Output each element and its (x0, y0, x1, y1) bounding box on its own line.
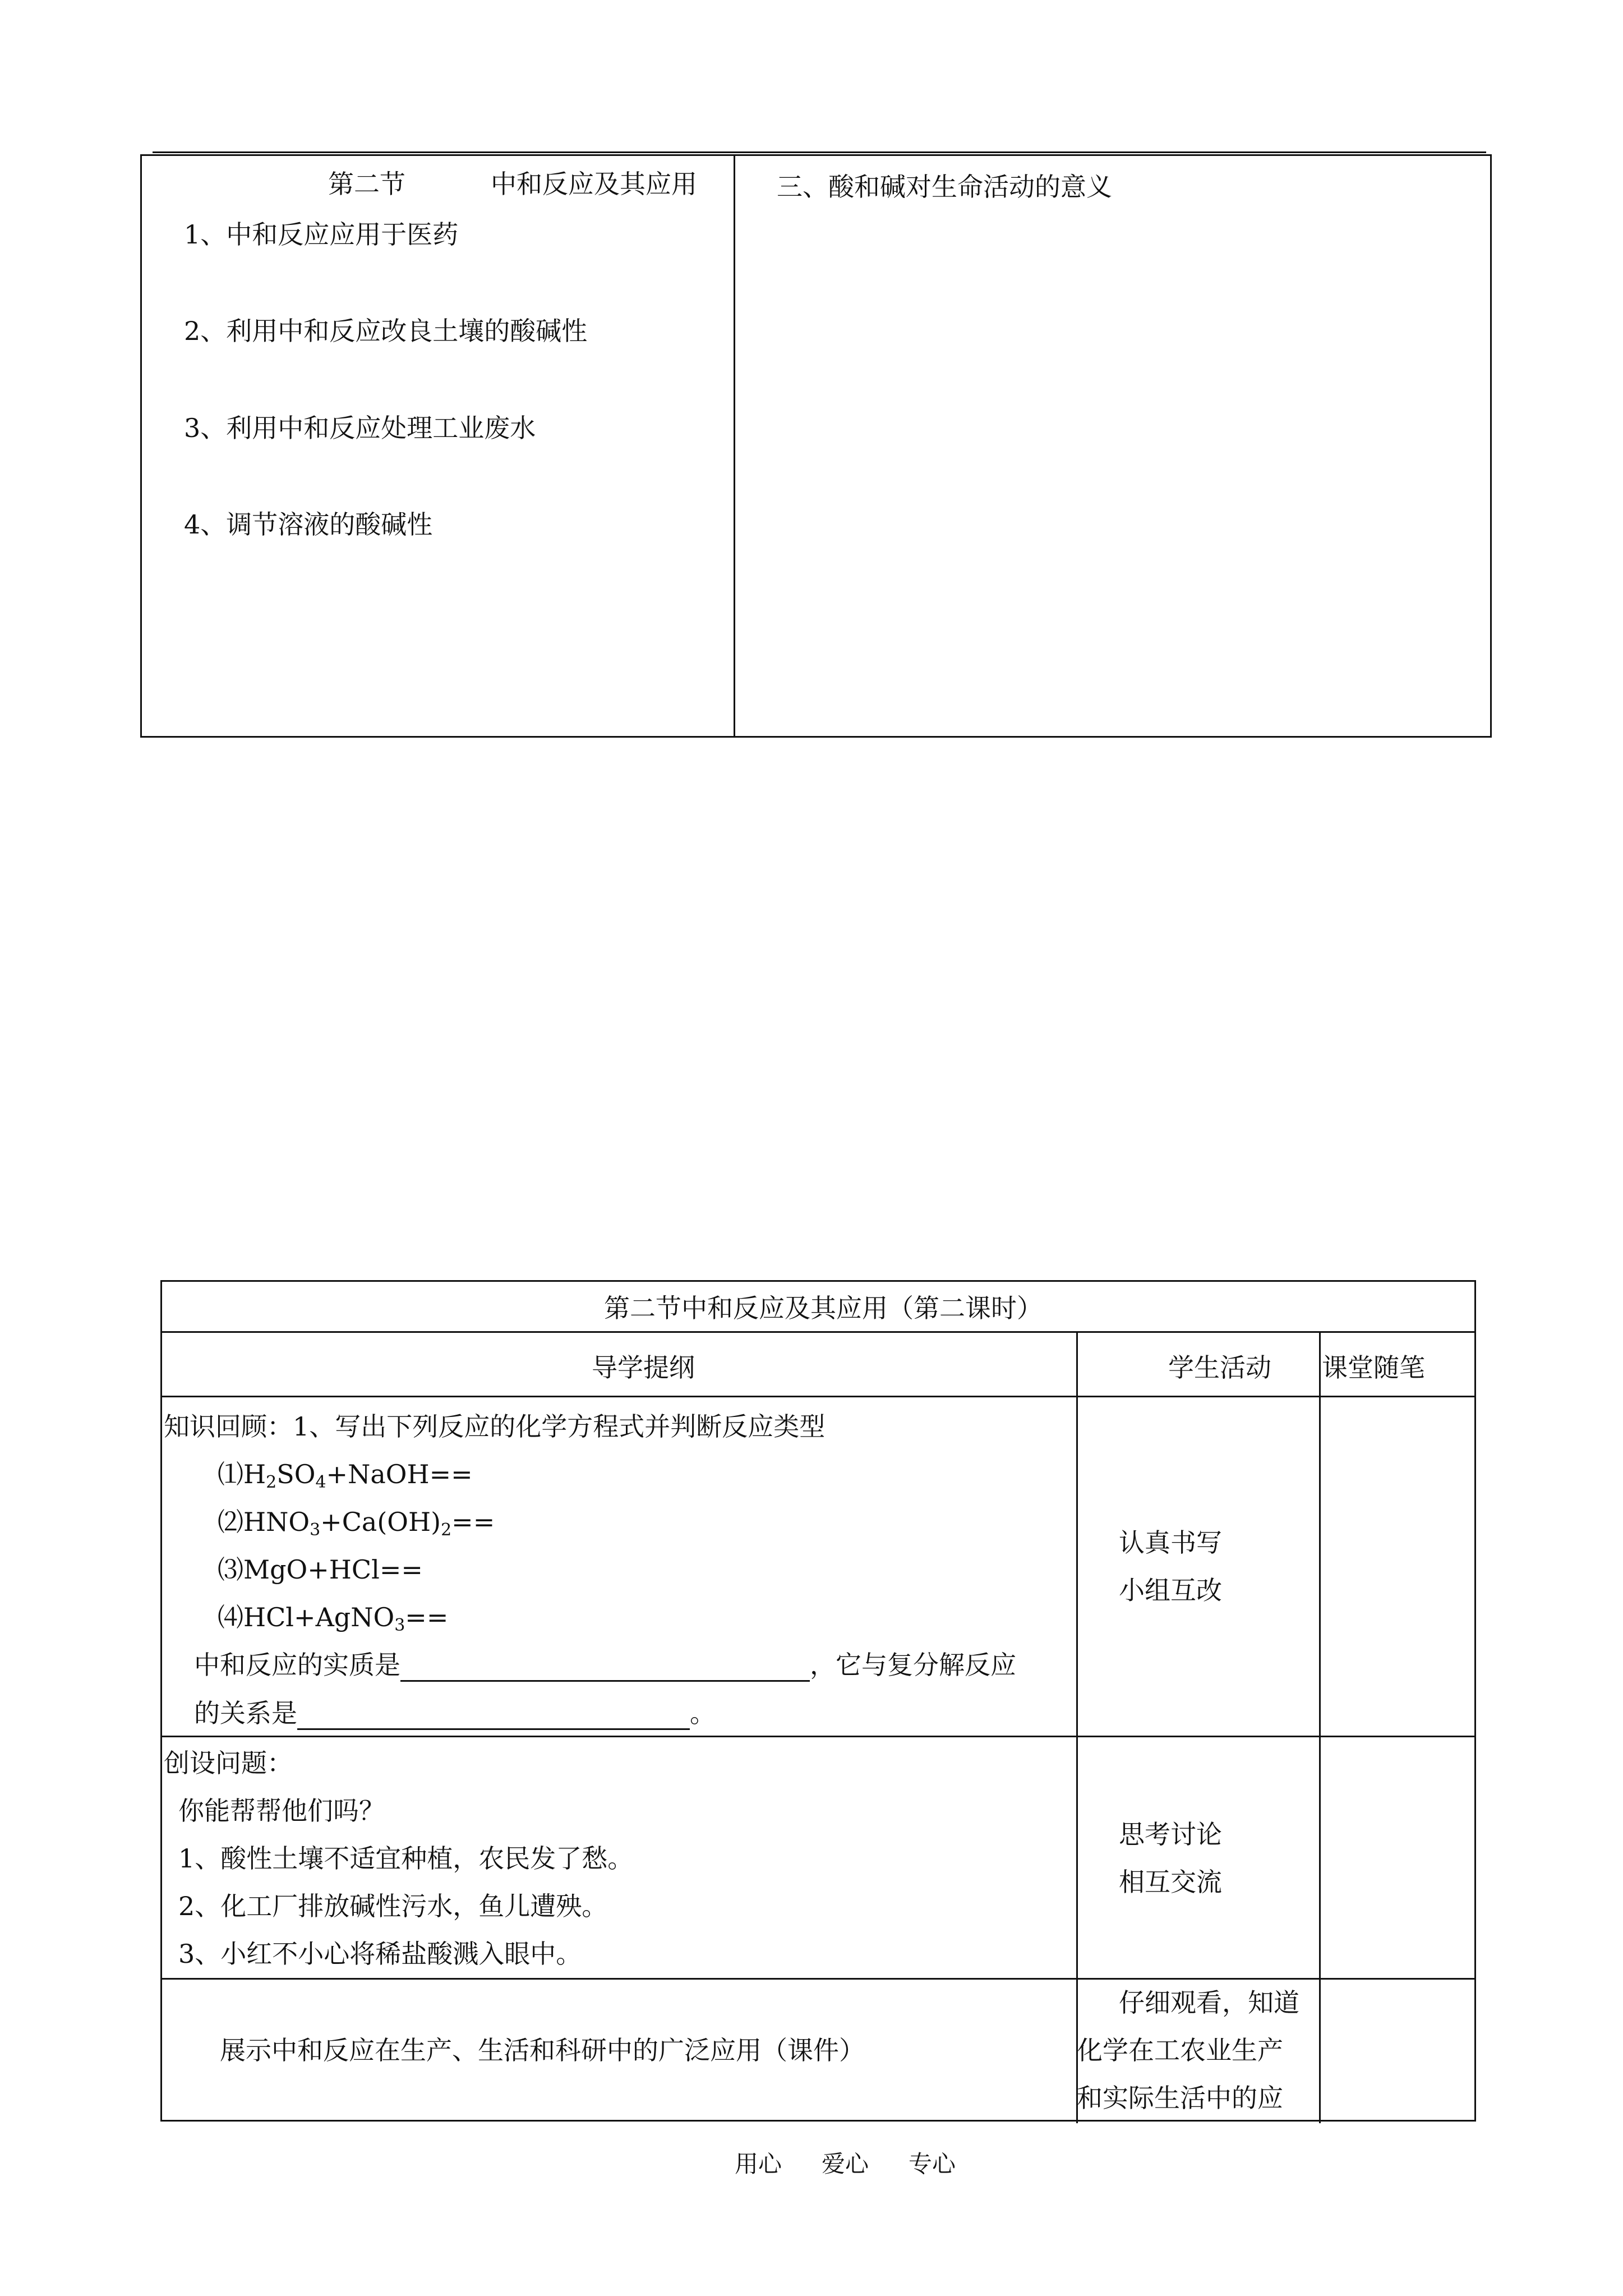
application-showcase: 展示中和反应在生产、生活和科研中的广泛应用（课件） (220, 2035, 865, 2065)
scenario-item-2: 2、化工厂排放碱性污水，鱼儿遭殃。 (178, 1891, 608, 1921)
essence-question: 中和反应的实质是 ，它与复分解反应 (194, 1648, 1016, 1682)
relation-question: 的关系是 。 (194, 1696, 716, 1730)
activity-observe-line-1: 仔细观看，知道 (1119, 1987, 1299, 2018)
scenario-item-1: 1、酸性土壤不适宜种植，农民发了愁。 (178, 1843, 634, 1874)
outline-item-2: 2、利用中和反应改良土壤的酸碱性 (184, 316, 588, 346)
section-title-part2: 中和反应及其应用 (491, 169, 697, 199)
row-line (162, 1331, 1474, 1333)
footer-motto-2: 爱心 (822, 2150, 869, 2178)
column-divider (734, 156, 735, 736)
activity-exchange: 相互交流 (1119, 1867, 1222, 1897)
top-rule (153, 151, 1486, 153)
answer-blank[interactable] (400, 1655, 810, 1682)
outline-item-3: 3、利用中和反应处理工业废水 (184, 413, 536, 443)
footer-motto-3: 专心 (909, 2150, 956, 2178)
col-line (1076, 1331, 1078, 2123)
header-outline: 导学提纲 (592, 1352, 695, 1383)
header-activity: 学生活动 (1168, 1352, 1271, 1383)
activity-discuss: 思考讨论 (1119, 1819, 1222, 1849)
outline-item-4: 4、调节溶液的酸碱性 (184, 509, 433, 540)
activity-observe-line-2: 化学在工农业生产 (1077, 2035, 1283, 2065)
equation-3: ⑶MgO+HCl== (218, 1554, 423, 1585)
scenario-heading: 创设问题： (164, 1748, 293, 1778)
answer-blank[interactable] (297, 1704, 690, 1730)
row-line (162, 1736, 1474, 1737)
row-line (162, 1978, 1474, 1980)
activity-peer-correct: 小组互改 (1119, 1575, 1222, 1605)
equation-1: $⑴H_2SO_4+NaOH==$ (218, 1459, 473, 1492)
row-line (162, 1396, 1474, 1397)
equation-2: $⑵HNO_3+Ca(OH)_2==$ (218, 1507, 495, 1540)
section-title-part1: 第二节 (328, 169, 405, 199)
outline-item-1: 1、中和反应应用于医药 (184, 219, 459, 250)
scenario-item-3: 3、小红不小心将稀盐酸溅入眼中。 (178, 1939, 582, 1969)
col-line (1319, 1331, 1321, 2123)
review-prompt: 知识回顾：1、写出下列反应的化学方程式并判断反应类型 (164, 1411, 826, 1442)
scenario-question: 你能帮帮他们吗？ (178, 1796, 385, 1826)
activity-write: 认真书写 (1119, 1527, 1222, 1558)
header-notes: 课堂随笔 (1322, 1352, 1425, 1383)
lesson-title: 第二节中和反应及其应用（第二课时） (604, 1293, 1043, 1323)
footer-motto-1: 用心 (735, 2150, 782, 2178)
equation-4: ⑷HCl+AgNO$_3$== (218, 1602, 449, 1635)
right-column-title: 三、酸和碱对生命活动的意义 (777, 172, 1112, 202)
activity-observe-line-3: 和实际生活中的应 (1077, 2083, 1283, 2113)
